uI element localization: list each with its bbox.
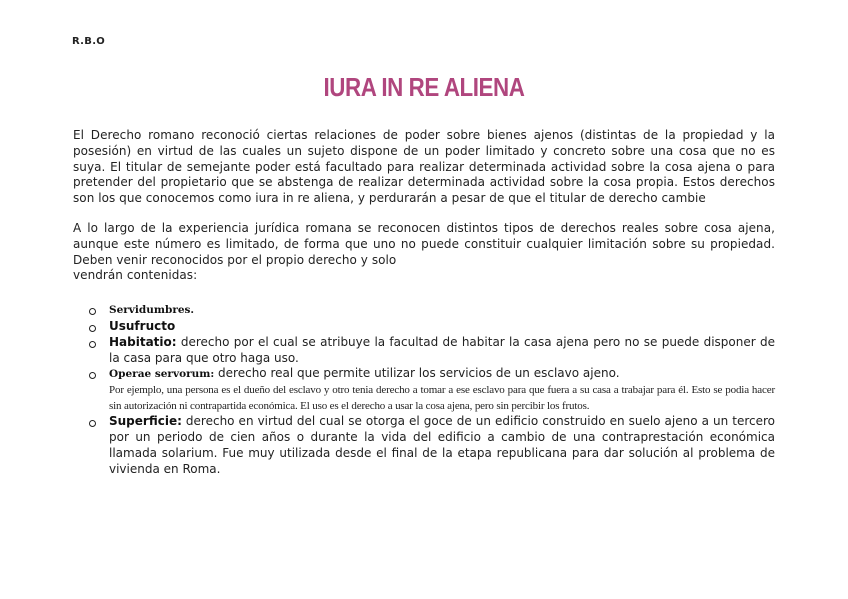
document-body (73, 128, 775, 477)
hollow-bullet-icon (89, 420, 96, 427)
item-description: derecho real que permite utilizar los servicios de un esclavo ajeno. (214, 366, 620, 381)
item-term: Operae servorum: (109, 368, 215, 381)
list-item-superficie (73, 414, 775, 477)
item-term: Usufructo (109, 318, 176, 333)
intro-paragraph: El Derecho romano reconoció ciertas relaciones de poder sobre bienes ajenos (distintas de la propiedad y la posesión) en virtud de las cuales un sujeto dispone de un poder limitado y concreto sobre una cosa que no es suya. El titular de semejante poder está facultado para realizar determinada actividad sobre la cosa ajena o para pretender del propietario que se abstenga de realizar determinada actividad sobre la cosa propia. Estos derechos son los que conocemos como iura in re aliena, y perdurarán a pesar de que el titular de derecho cambie (73, 128, 775, 206)
hollow-bullet-icon (89, 308, 96, 315)
types-paragraph-tail: vendrán contenidas: (73, 268, 198, 283)
item-description: derecho en virtud del cual se otorga el goce de un edificio construido en suelo ajeno a un tercero por un periodo de cien años o durante la vida del edificio a cambio de una contraprestación económica llamada solarium. Fue muy utilizada desde el final de la etapa republicana para dar solución al problema de vivienda en Roma. (109, 414, 775, 476)
list-item-servidumbres (73, 302, 775, 319)
list-item-operae-servorum (73, 366, 775, 414)
author-initials: R.B.O (72, 36, 106, 47)
page-title: IURA IN RE ALIENA (323, 72, 525, 102)
item-description: derecho por el cual se atribuye la facultad de habitar la casa ajena pero no se puede disponer de la casa para que otro haga uso. (109, 334, 775, 365)
hollow-bullet-icon (89, 325, 96, 332)
item-term: Servidumbres. (109, 304, 195, 317)
hollow-bullet-icon (89, 372, 96, 379)
types-paragraph (73, 221, 775, 284)
hollow-bullet-icon (89, 341, 96, 348)
item-example: Por ejemplo, una persona es el dueño del esclavo y otro tenia derecho a tomar a ese esclavo para que fuera a su casa a trabajar para él. Esto se podia hacer sin autorización ni contrapartida económica. El uso es el derecho a usar la cosa ajena, pero sin percibir los frutos. (109, 384, 775, 412)
item-term: Habitatio: (109, 334, 177, 349)
item-term: Superficie: (109, 414, 182, 429)
list-item-usufructo (73, 319, 775, 335)
list-item-habitatio (73, 335, 775, 367)
types-paragraph-text: A lo largo de la experiencia jurídica romana se reconocen distintos tipos de derechos reales sobre cosa ajena, aunque este número es limitado, de forma que uno no puede constituir cualquier limitación sobre su propiedad. Deben venir reconocidos por el propio derecho y solo (73, 220, 775, 267)
rights-list (73, 302, 775, 477)
